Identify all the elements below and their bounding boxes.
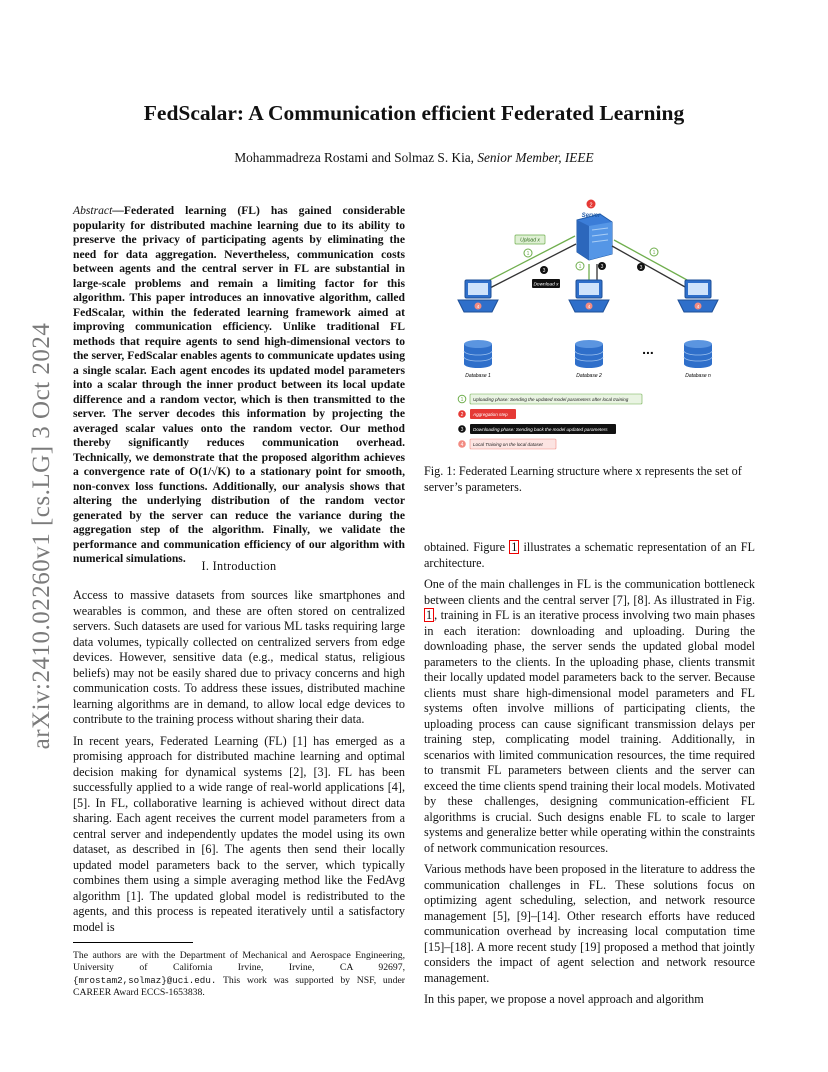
database-label-2: Database 2 [576, 373, 602, 379]
paper-authors [80, 150, 748, 166]
legend-item-3: Downloading phase: Sending back the model updated parameters [473, 427, 608, 432]
client-laptop-icon-2 [569, 280, 609, 312]
intro-paragraph-1: Access to massive datasets from sources like smartphones and wearables is common, and these are often stored on centralized servers. Such datasets are used for various ML tasks requiring large data volumes, typically collected on centralized servers from edge devices. However, sensitive data (e.g., medical status, religious beliefs) may not be easily shared due to privacy concerns and high communication costs. To address these issues, distributed machine learning algorithms are in demand, to allow local edge devices to contribute to the training process without sharing their data. [73, 588, 405, 726]
right-paragraph-0: obtained. Figure 1 illustrates a schematic representation of an FL architecture. [424, 540, 755, 570]
svg-text:3: 3 [460, 427, 464, 433]
legend-item-2: Aggregation step [473, 412, 508, 417]
svg-text:4: 4 [476, 304, 480, 309]
abstract-lead: Abstract [73, 204, 113, 217]
database-icon-2 [575, 340, 603, 368]
database-label-1: Database 1 [465, 373, 491, 379]
fl-architecture-figure [440, 196, 740, 451]
author-role: Senior Member, IEEE [477, 150, 594, 165]
svg-text:1: 1 [526, 251, 530, 257]
svg-text:1: 1 [652, 250, 656, 256]
download-label: Download x [533, 282, 559, 288]
paper-title: FedScalar: A Communication efficient Federated Learning [143, 101, 685, 125]
server-icon [577, 214, 612, 260]
intro-paragraph-2: In recent years, Federated Learning (FL) [1] has emerged as a promising approach for distributed machine learning and optimal decision making for dynamical systems [2], [3]. FL has been successfully applied to a wide range of real-world applications [4], [5]. In FL, collaborative learning is achieved without direct data sharing. Each agent receives the current model parameters from a central server and independently updates the model using its own dataset, as described in [6]. The agents then send their locally updated model parameters back to the server, which typically combines them using a simple averaging method like the FedAvg algorithm [1]. The updated global model is redistributed to the agents, and this process is repeated iteratively until a satisfactory model is [73, 733, 405, 934]
clients-ellipsis: ... [642, 341, 654, 357]
section-heading: I. Introduction [201, 559, 277, 573]
abstract [73, 204, 405, 567]
right-paragraph-2: Various methods have been proposed in the literature to address the communication challenges in FL. These solutions focus on optimizing agent scheduling, selection, and network resource management [5], [9]–[14]. Other research efforts have reduced communication overhead by increasing local computation time [15]–[18]. A more recent study [19] proposed a method that jointly considers the impact of agent selection and network resource management. [424, 862, 755, 985]
svg-text:4: 4 [696, 304, 700, 309]
svg-text:4: 4 [460, 442, 464, 448]
intro-left-column [73, 588, 405, 941]
upload-label: Upload x [520, 237, 540, 244]
arxiv-stamp [22, 296, 62, 776]
figure-ref-link-1[interactable]: 1 [511, 540, 518, 554]
author-names: Mohammadreza Rostami and Solmaz S. Kia, [234, 150, 478, 165]
figure-legend [458, 394, 642, 449]
arxiv-stamp-text: arXiv:2410.02260v1 [cs.LG] 3 Oct 2024 [28, 322, 55, 750]
database-icon-1 [464, 340, 492, 368]
svg-text:3: 3 [542, 268, 546, 274]
footnote-funding: This work was supported by NSF, under CAREER Award ECCS-1653838. [73, 974, 405, 999]
intro-right-column [424, 540, 755, 1014]
client-laptop-icon-1 [458, 280, 498, 312]
footnote-email: {mrostam2,solmaz}@uci.edu. [73, 974, 217, 986]
footnote-affiliation: The authors are with the Department of Mechanical and Aerospace Engineering, University of California Irvine, Irvine, CA 92697, [73, 950, 405, 974]
abstract-body: —Federated learning (FL) has gained considerable popularity for distributed machine learning due to its ability to preserve the privacy of participating agents by eliminating the need for data aggregation. Nevertheless, communication costs between agents and the central server in FL are substantial in large-scale problems and remain a limiting factor for this algorithm. This paper introduces an innovative algorithm, called FedScalar, within the federated learning framework aimed at improving communication efficiency. Unlike traditional FL methods that require agents to send high-dimensional vectors to the server, FedScalar enables agents to communicate updates using a single scalar. Each agent encodes its updated model parameters into a scalar through the inner product between its local update difference and a random vector, which is then transmitted to the server. The server decodes this information by projecting the averaged scalar values onto the random vector. Our method thereby significantly reduces communication overhead. Technically, we demonstrate that the proposed algorithm achieves a convergence rate of O(1/√K) to a stationary point for smooth, non-convex loss functions. Additionally, our analysis shows that altering the underlying distribution of the random vector generated by the server can reduce the variance during the aggregation step of the algorithm. Finally, we validate the performance and communication efficiency of our algorithm with numerical simulations. [73, 204, 405, 565]
svg-text:1: 1 [460, 397, 464, 403]
legend-item-4: Local Training on the local dataset [473, 442, 543, 447]
figure-ref-link-2[interactable]: 1 [426, 608, 433, 622]
database-icon-n [684, 340, 712, 368]
svg-text:3: 3 [639, 265, 643, 271]
svg-text:2: 2 [589, 202, 593, 209]
right-paragraph-3: In this paper, we propose a novel approach and algorithm [424, 992, 704, 1006]
figure-caption: Fig. 1: Federated Learning structure where x represents the set of server’s parameters. [424, 464, 742, 494]
svg-text:4: 4 [587, 304, 591, 309]
client-laptop-icon-n [678, 280, 718, 312]
right-paragraph-1: One of the main challenges in FL is the communication bottleneck between clients and the central server [7], [8]. As illustrated in Fig. 1 , training in FL is an iterative process involving two main phases in each iteration: downloading and uploading. During the downloading phase, the server sends the updated global model parameters to the clients. In the uploading phase, clients transmit their locally updated model parameters back to the server. Because clients must share high-dimensional model parameters and FL systems often involve millions of participating clients, the uploading process can cause significant transmission delays per training step, complicating model training. Additionally, in scenarios with limited communication resources, the time required to transmit FL parameters between clients and the server can exceed the time clients spend training their local models. Motivated by these challenges, designing communication-efficient FL algorithms is crucial. Such designs enable FL to scale to larger systems and generalize better while operating within the constraints of network communication resources. [424, 577, 755, 855]
svg-text:3: 3 [600, 264, 604, 270]
legend-item-1: Uploading phase: Sending the updated model parameters after local training [473, 397, 629, 402]
svg-text:2: 2 [460, 412, 464, 418]
server-label: Server [581, 213, 601, 219]
footnote [73, 950, 405, 1000]
database-label-n: Database n [685, 373, 711, 379]
svg-text:1: 1 [578, 264, 582, 270]
footnote-rule [73, 942, 193, 943]
